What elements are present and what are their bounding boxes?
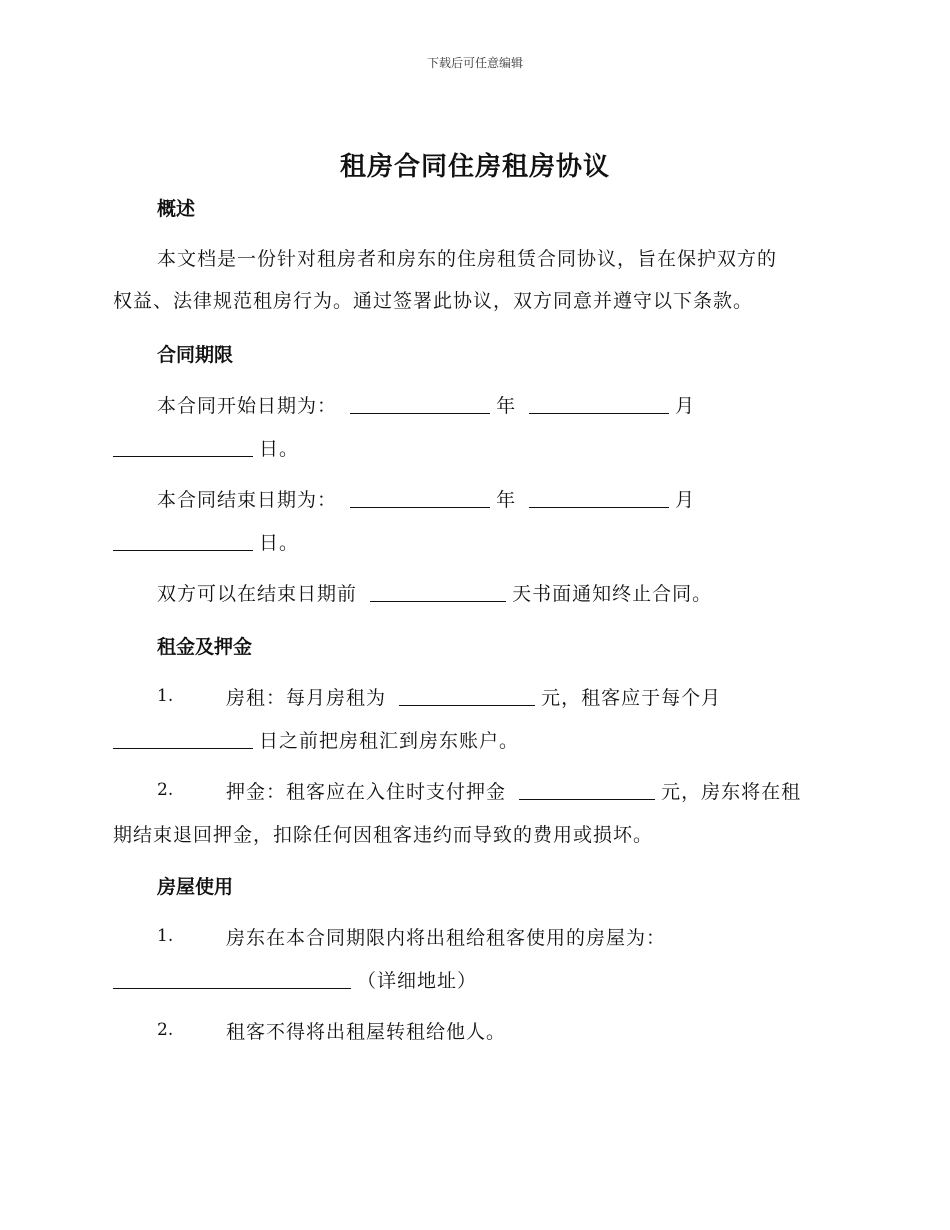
end-month-blank[interactable] xyxy=(529,489,669,508)
section-heading-term: 合同期限 xyxy=(157,344,234,366)
start-month-blank[interactable] xyxy=(529,395,669,414)
rent-item-2-line-2: 期结束退回押金，扣除任何因租客违约而导致的费用或损坏。 xyxy=(113,824,654,846)
rent-item-2-number: 2. xyxy=(157,780,174,800)
start-date-line xyxy=(157,391,695,418)
termination-notice-post: 天书面通知终止合同。 xyxy=(512,583,713,605)
usage-item-1-text-b: （详细地址） xyxy=(357,970,478,992)
overview-line-2: 权益、法律规范租房行为。通过签署此协议，双方同意并遵守以下条款。 xyxy=(113,290,754,312)
usage-item-2-line-1: 租客不得将出租屋转租给他人。 xyxy=(226,1021,507,1043)
end-date-label: 本合同结束日期为： xyxy=(157,489,338,511)
rent-item-1-number: 1. xyxy=(157,686,174,706)
section-heading-rent: 租金及押金 xyxy=(157,636,253,658)
usage-item-2-number: 2. xyxy=(157,1020,174,1040)
start-month-label: 月 xyxy=(675,395,696,417)
rent-item-1-text-c: 日之前把房租汇到房东账户。 xyxy=(259,730,520,752)
rent-item-1-text-b: 元，租客应于每个月 xyxy=(541,687,722,709)
end-day-blank[interactable] xyxy=(113,532,253,551)
end-month-label: 月 xyxy=(675,489,696,511)
monthly-rent-blank[interactable] xyxy=(399,687,535,706)
usage-item-1-number: 1. xyxy=(157,926,174,946)
overview-line-1: 本文档是一份针对租房者和房东的住房租赁合同协议，旨在保护双方的 xyxy=(157,248,778,270)
termination-notice-line xyxy=(157,579,712,606)
document-title: 租房合同住房租房协议 xyxy=(339,152,610,182)
end-day-line xyxy=(113,528,299,555)
end-day-label: 日。 xyxy=(259,532,300,554)
rent-item-1-text-a: 房租：每月房租为 xyxy=(226,687,387,709)
header-note: 下载后可任意编辑 xyxy=(426,56,523,70)
rent-item-2-text-b: 元，房东将在租 xyxy=(661,781,802,803)
usage-item-1-line-2 xyxy=(113,966,477,993)
start-day-label: 日。 xyxy=(259,438,300,460)
rent-item-1-line-2 xyxy=(113,726,519,753)
section-heading-overview: 概述 xyxy=(157,198,196,220)
section-heading-usage: 房屋使用 xyxy=(157,876,234,898)
start-year-label: 年 xyxy=(496,395,517,417)
rent-due-day-blank[interactable] xyxy=(113,730,253,749)
start-date-label: 本合同开始日期为： xyxy=(157,395,338,417)
rent-item-1-line-1 xyxy=(226,683,721,710)
end-year-label: 年 xyxy=(496,489,517,511)
rent-item-2-text-a: 押金：租客应在入住时支付押金 xyxy=(226,781,507,803)
end-date-line xyxy=(157,485,695,512)
start-day-line xyxy=(113,434,299,461)
usage-item-1-line-1: 房东在本合同期限内将出租给租客使用的房屋为： xyxy=(226,927,667,949)
end-year-blank[interactable] xyxy=(350,489,490,508)
notice-days-blank[interactable] xyxy=(370,583,506,602)
address-blank[interactable] xyxy=(113,970,351,989)
start-year-blank[interactable] xyxy=(350,395,490,414)
termination-notice-pre: 双方可以在结束日期前 xyxy=(157,583,358,605)
rent-item-2-line-1 xyxy=(226,777,801,804)
deposit-amount-blank[interactable] xyxy=(519,781,655,800)
start-day-blank[interactable] xyxy=(113,438,253,457)
